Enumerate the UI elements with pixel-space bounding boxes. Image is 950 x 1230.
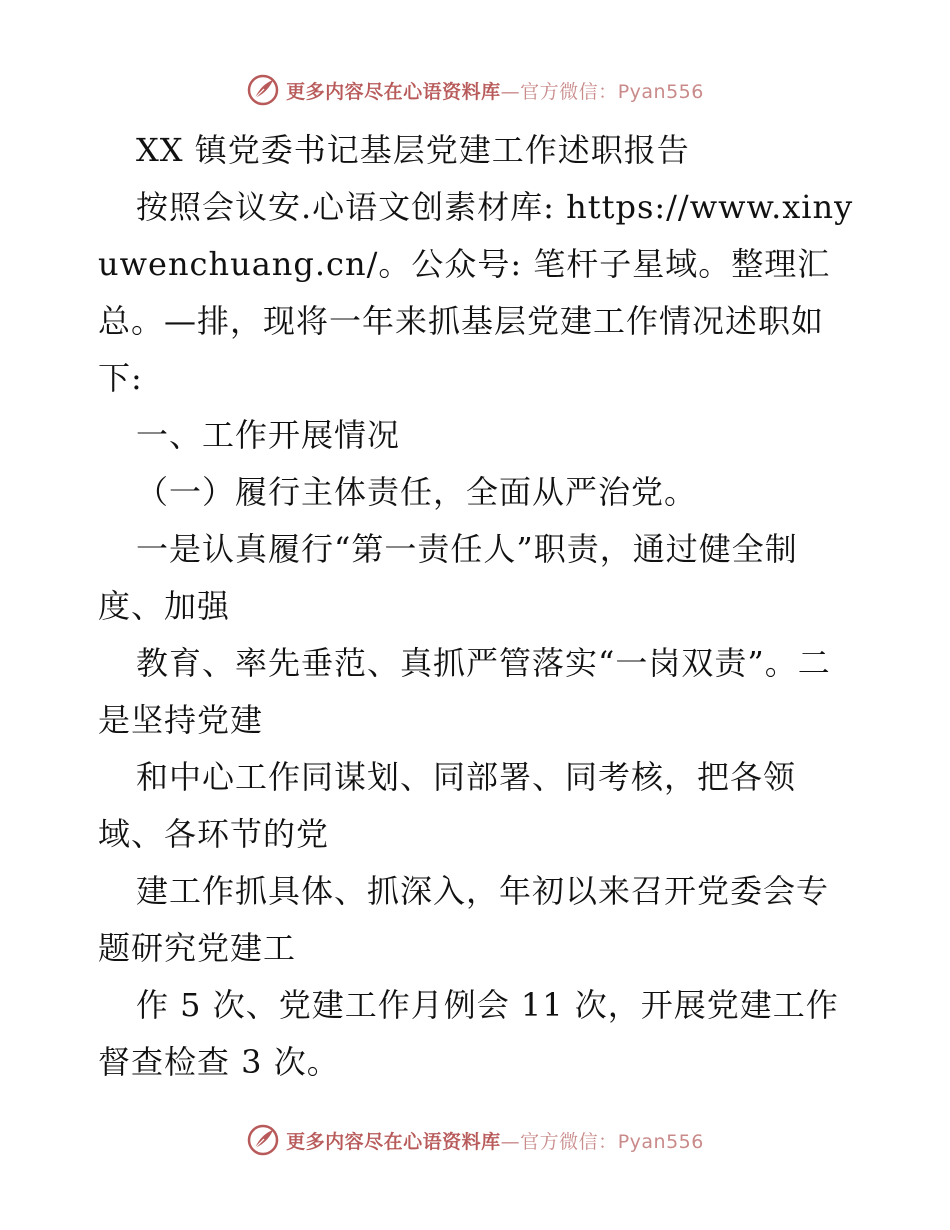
- watermark-brand: 更多内容尽在心语资料库: [286, 1130, 501, 1153]
- paragraph-line: 和中心工作同谋划、同部署、同考核，把各领域、各环节的党: [98, 758, 797, 853]
- paragraph-line: 一是认真履行“第一责任人”职责，通过健全制度、加强: [98, 530, 798, 625]
- header-watermark: [0, 68, 950, 112]
- document-title: XX 镇党委书记基层党建工作述职报告: [136, 131, 690, 169]
- section-heading: 一、工作开展情况: [136, 416, 401, 454]
- watermark-handle: Pyan556: [617, 1130, 704, 1153]
- feather-pen-icon: [246, 73, 280, 107]
- subsection-heading: （一）履行主体责任，全面从严治党。: [136, 473, 698, 511]
- watermark-handle: Pyan556: [617, 80, 704, 103]
- watermark-separator: —: [500, 80, 521, 103]
- footer-watermark: [0, 1118, 950, 1162]
- paragraph-line: 建工作抓具体、抓深入，年初以来召开党委会专题研究党建工: [98, 872, 830, 967]
- watermark-brand: 更多内容尽在心语资料库: [286, 80, 501, 103]
- paragraph-line: 作 5 次、党建工作月例会 11 次，开展党建工作督查检查 3 次。: [98, 986, 839, 1081]
- document-body: [98, 122, 858, 1091]
- feather-pen-icon: [246, 1123, 280, 1157]
- watermark-label: 官方微信：: [520, 80, 618, 103]
- watermark-separator: —: [500, 1130, 521, 1153]
- paragraph-intro: 按照会议安.心语文创素材库: https://www.xinyuwenchuang.cn/。公众号: 笔杆子星域。整理汇总。—排，现将一年来抓基层党建工作情况述职如下:: [98, 188, 854, 397]
- watermark-label: 官方微信：: [520, 1130, 618, 1153]
- paragraph-line: 教育、率先垂范、真抓严管落实“一岗双责”。二是坚持党建: [98, 644, 831, 739]
